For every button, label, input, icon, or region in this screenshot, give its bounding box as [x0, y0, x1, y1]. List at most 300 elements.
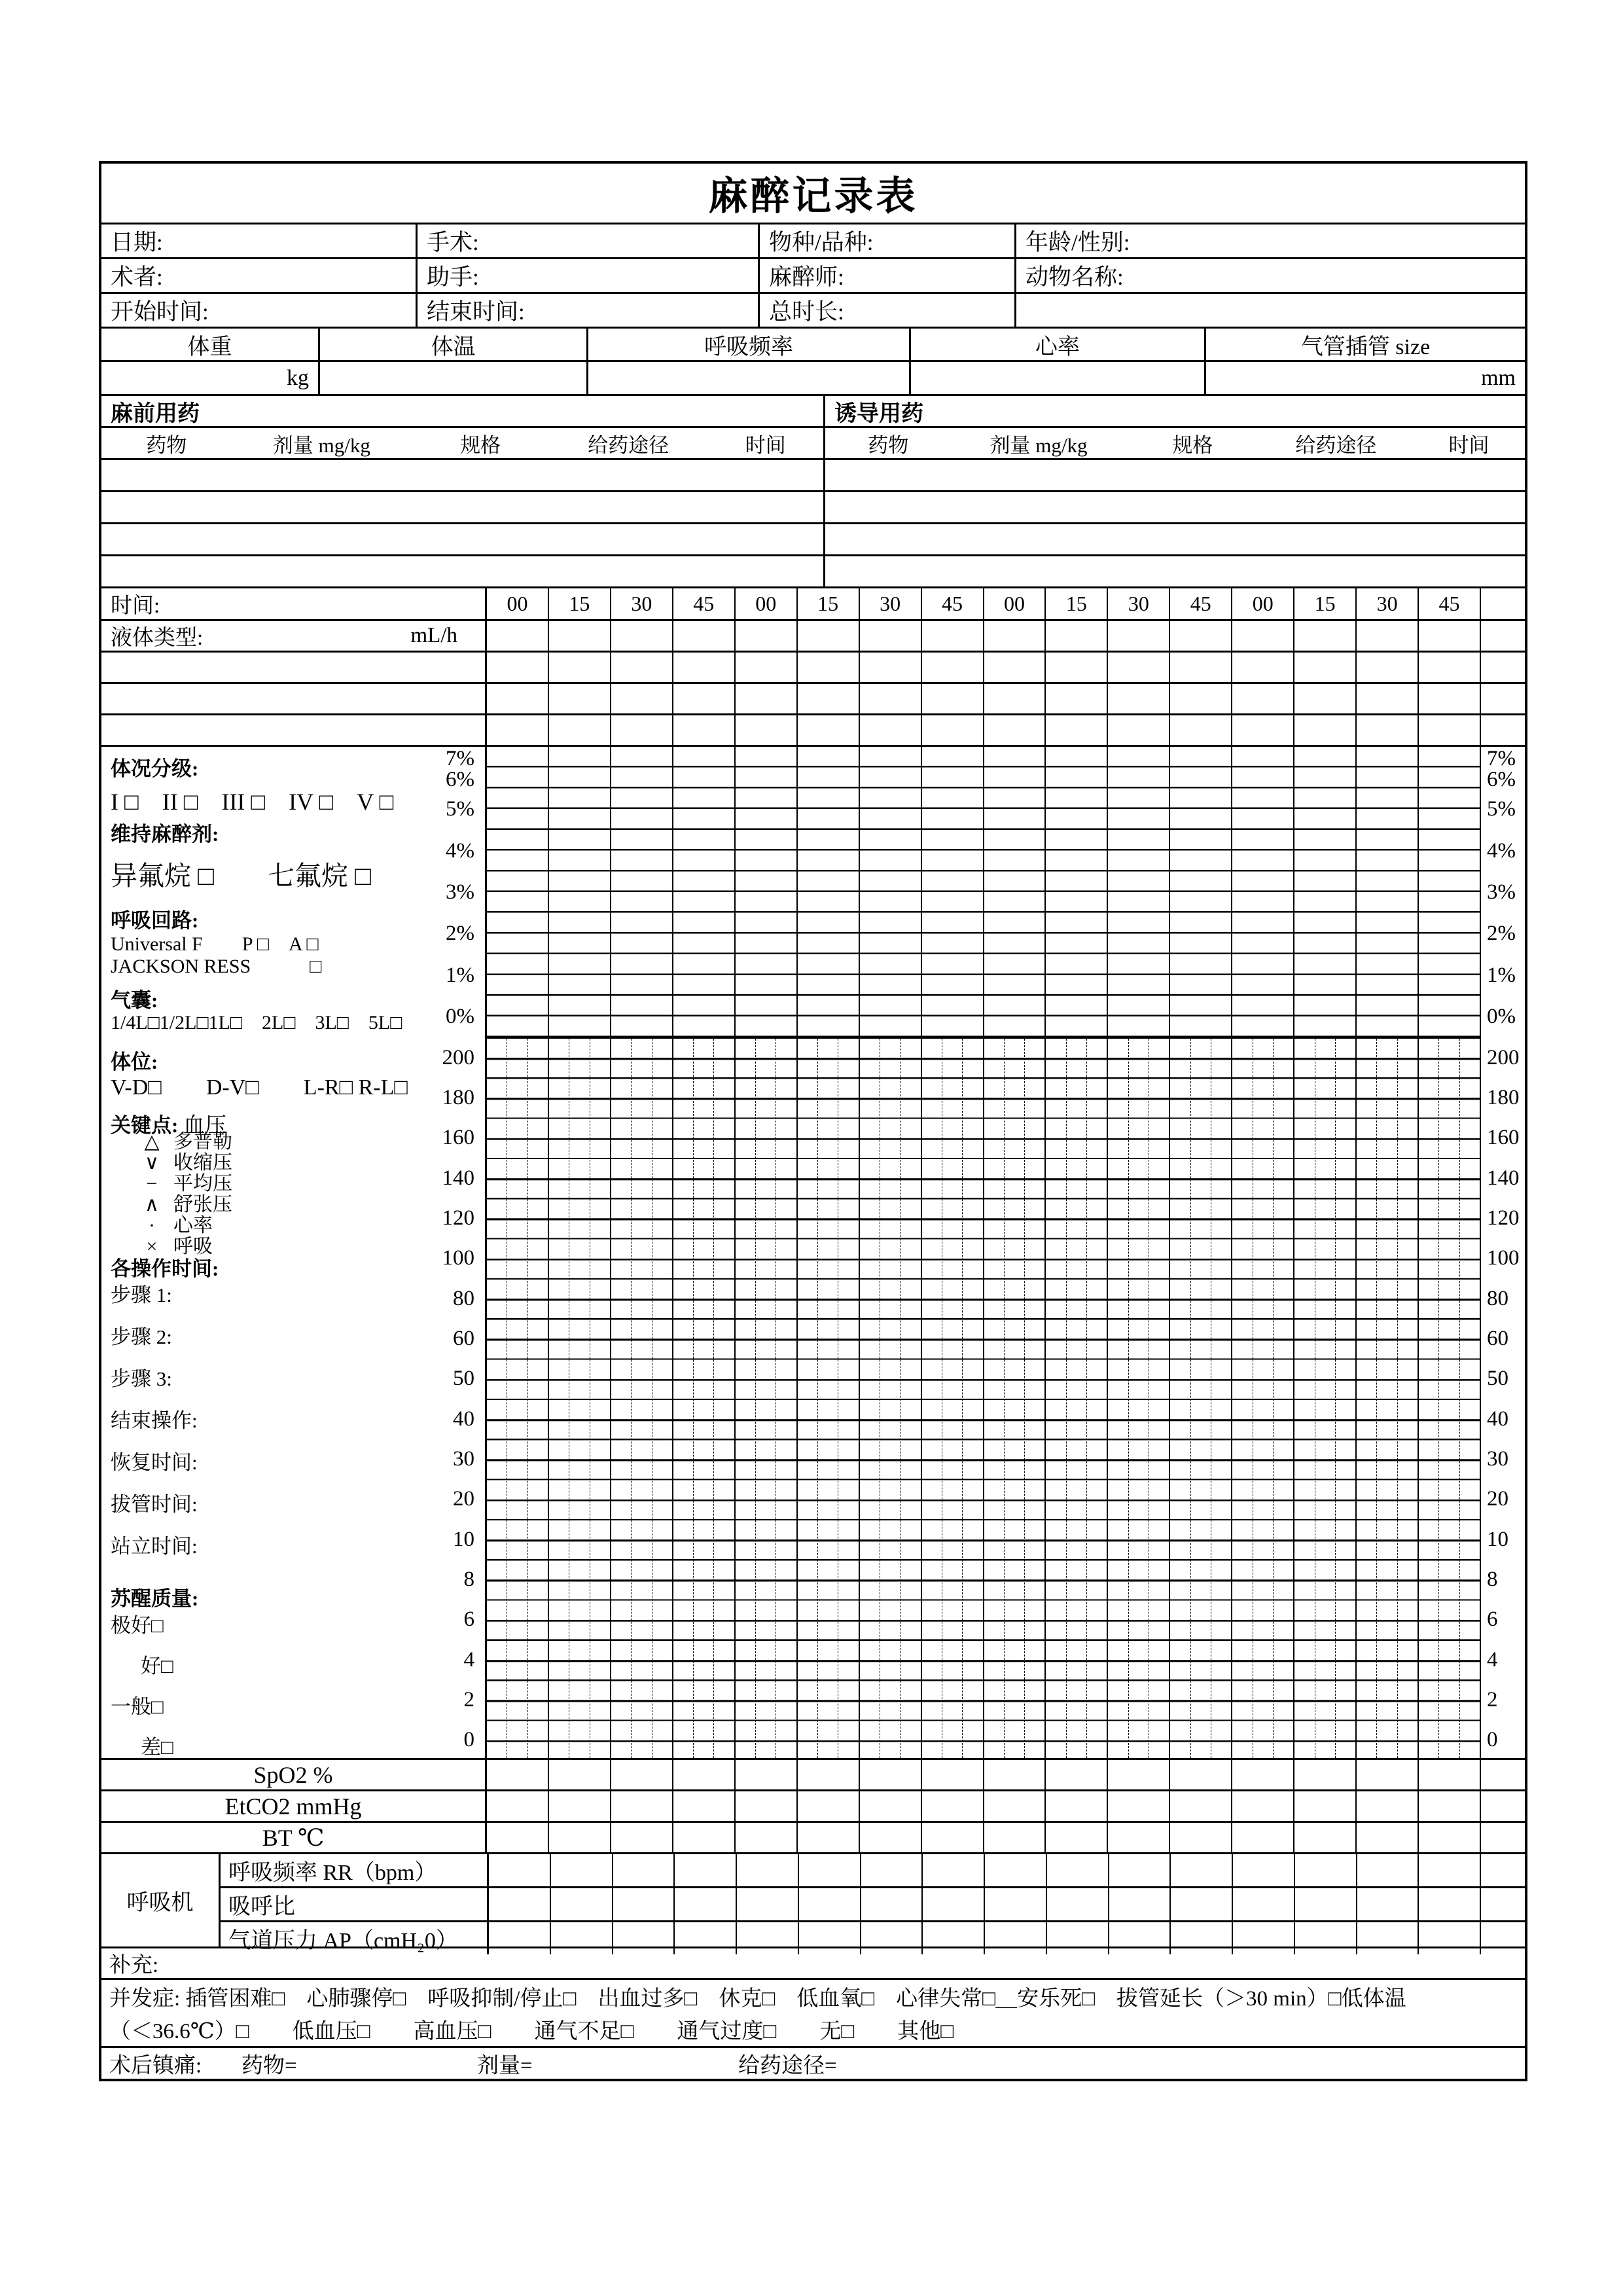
vitals-tick-label: 160	[442, 1126, 474, 1149]
operation-time-item: 恢复时间:	[111, 1451, 198, 1474]
ventilator-rr-row	[221, 1854, 1525, 1886]
grid-cell	[1044, 1039, 1107, 1758]
grid-cell	[672, 684, 734, 713]
grid-cell	[1294, 1854, 1356, 1886]
heart-rate-header: 心率	[909, 329, 1204, 360]
grid-cell	[610, 1791, 672, 1821]
operation-time-item: 拔管时间:	[111, 1493, 198, 1516]
grid-cell	[487, 1760, 548, 1789]
percent-tick-label: 6%	[446, 768, 474, 791]
grid-cell	[1418, 684, 1480, 713]
animal-name-field: 动物名称:	[1014, 259, 1525, 292]
operation-time-item: 步骤 2:	[111, 1325, 172, 1348]
recovery-option: 差□	[141, 1736, 173, 1759]
grid-cell	[1108, 1888, 1170, 1920]
vitals-tick-label: 200	[442, 1046, 474, 1069]
grid-cell	[734, 684, 796, 713]
grid-cell	[1044, 684, 1107, 713]
time-gutter-cell	[1480, 588, 1525, 619]
legend-label: 呼吸	[173, 1236, 213, 1257]
grid-cell	[736, 1922, 798, 1954]
breathing-circuit-label: 呼吸回路:	[111, 909, 199, 932]
vital-signs-grid	[487, 1037, 1480, 1758]
grid-cell	[1107, 653, 1169, 682]
grid-cell	[548, 1823, 610, 1852]
ventilator-airway-pressure-label: 气道压力 AP（cmH₂0）	[228, 1929, 458, 1953]
grid-cell	[1169, 1039, 1231, 1758]
time-slot: 15	[796, 588, 859, 619]
percent-tick-label: 3%	[1487, 880, 1516, 904]
grid-cell	[1107, 1760, 1169, 1789]
grid-cell	[859, 715, 921, 745]
grid-cell	[1231, 621, 1293, 651]
grid-cell	[921, 653, 983, 682]
start-time-field: 开始时间:	[111, 299, 209, 325]
legend-item	[130, 1132, 418, 1153]
info-row-1	[101, 223, 1525, 257]
grid-cell	[1169, 1922, 1232, 1954]
grid-cell	[796, 1823, 859, 1852]
grid-cell	[548, 715, 610, 745]
legend-symbol: ×	[146, 1236, 158, 1257]
grid-cell	[859, 1039, 921, 1758]
percent-tick-label: 0%	[1487, 1005, 1516, 1028]
drug-column-headers	[101, 426, 1525, 458]
weight-unit: kg	[287, 365, 309, 390]
ventilator-band	[101, 1852, 1525, 1953]
vitals-tick-label: 10	[1487, 1528, 1508, 1551]
column-header: 剂量 mg/kg	[990, 433, 1088, 457]
percent-tick-label: 5%	[446, 797, 474, 821]
age-sex-field: 年龄/性别:	[1014, 224, 1525, 257]
grid-cell	[1355, 715, 1418, 745]
grid-cell	[548, 747, 610, 1037]
time-slot: 45	[1418, 588, 1480, 619]
vitals-tick-label: 40	[453, 1407, 474, 1431]
column-header: 时间	[1448, 433, 1489, 457]
grid-cell	[550, 1888, 612, 1920]
grid-cell	[1169, 1760, 1231, 1789]
grid-cell	[1107, 621, 1169, 651]
legend-symbol: −	[146, 1173, 158, 1194]
recovery-quality-options	[111, 1605, 399, 1768]
grid-cell	[1169, 747, 1231, 1037]
maintenance-anesthetic-checkboxes: 异氟烷 □ 七氟烷 □	[111, 861, 372, 891]
vitals-tick-label: 20	[1487, 1487, 1508, 1511]
vitals-header-row	[101, 327, 1525, 360]
complications-options-line2: （＜36.6℃）□ 低血压□ 高血压□ 通气不足□ 通气过度□ 无□ 其他□	[109, 2020, 954, 2043]
grid-cell	[487, 747, 548, 1037]
body-temperature-row	[101, 1821, 1525, 1852]
grid-cell	[612, 1922, 674, 1954]
grid-cell	[1293, 747, 1355, 1037]
grid-cell	[1107, 715, 1169, 745]
grid-cell	[1355, 621, 1418, 651]
vitals-tick-label: 60	[453, 1327, 474, 1350]
grid-cell	[610, 1039, 672, 1758]
grid-cell	[1169, 1791, 1231, 1821]
recovery-option: 极好□	[111, 1614, 164, 1637]
weight-header: 体重	[187, 334, 232, 359]
temperature-header: 体温	[318, 329, 586, 360]
vitals-tick-label: 60	[1487, 1327, 1508, 1350]
fluid-type-label: 液体类型:	[111, 626, 204, 650]
grid-cell	[1294, 1922, 1356, 1954]
column-header: 规格	[1172, 433, 1213, 457]
maintenance-anesthetic-label: 维持麻醉剂:	[111, 823, 219, 846]
grid-cell	[798, 1888, 860, 1920]
grid-cell	[983, 653, 1045, 682]
condition-grade-label: 体况分级:	[111, 757, 199, 780]
analgesia-dose-field: 剂量=	[477, 2054, 533, 2077]
heart-rate-value-cell	[909, 362, 1204, 394]
vitals-tick-label: 180	[1487, 1086, 1520, 1109]
respiratory-rate-value-cell	[586, 362, 909, 394]
et-tube-header: 气管插管 size	[1204, 329, 1525, 360]
surgery-field: 手术:	[416, 224, 758, 257]
grid-cell	[1418, 1791, 1480, 1821]
vitals-tick-label: 120	[1487, 1206, 1520, 1230]
operation-time-item: 结束操作:	[111, 1409, 198, 1432]
column-header: 药物	[146, 433, 187, 457]
grid-cell	[1044, 653, 1107, 682]
grid-cell	[610, 715, 672, 745]
grid-cell	[1293, 684, 1355, 713]
ventilator-ie-ratio-row	[221, 1886, 1525, 1920]
fluid-type-row	[101, 619, 1525, 651]
grid-cell	[1169, 621, 1231, 651]
grid-cell	[860, 1854, 922, 1886]
info-row-3	[101, 292, 1525, 327]
time-slot: 15	[548, 588, 610, 619]
rebreathing-bag-label: 气囊:	[111, 989, 158, 1012]
grid-cell	[1418, 1854, 1480, 1886]
vitals-tick-label: 10	[453, 1528, 474, 1551]
vitals-tick-label: 6	[463, 1607, 474, 1631]
grid-cell	[1107, 747, 1169, 1037]
grid-cell	[921, 1922, 984, 1954]
column-header: 剂量 mg/kg	[272, 433, 370, 457]
grid-cell	[1169, 1888, 1232, 1920]
grid-cell	[796, 747, 859, 1037]
fluid-unit-label: mL/h	[410, 624, 457, 647]
form-title: 麻醉记录表	[708, 175, 918, 218]
analgesia-route-field: 给药途径=	[738, 2054, 837, 2077]
grid-cell	[1231, 1039, 1293, 1758]
grid-cell	[1169, 715, 1231, 745]
grid-cell	[1231, 684, 1293, 713]
surgeon-field: 术者:	[111, 264, 163, 290]
info-row-2	[101, 257, 1525, 292]
grid-cell	[1355, 747, 1418, 1037]
legend-item	[130, 1215, 418, 1236]
percent-tick-label: 2%	[1487, 922, 1516, 945]
keypoints-label: 关键点: 血压	[111, 1114, 227, 1138]
time-slot: 15	[1044, 588, 1107, 619]
date-field: 日期:	[111, 230, 163, 255]
time-slot: 45	[921, 588, 983, 619]
grid-cell	[984, 1922, 1046, 1954]
time-slot: 00	[507, 592, 528, 615]
grid-cell	[610, 747, 672, 1037]
species-field: 物种/品种:	[758, 224, 1014, 257]
body-position-label: 体位:	[111, 1050, 158, 1073]
grid-cell	[1044, 1823, 1107, 1852]
drug-row	[101, 554, 1525, 586]
grid-cell	[796, 1039, 859, 1758]
grid-cell	[1355, 1039, 1418, 1758]
grid-cell	[1044, 715, 1107, 745]
grid-cell	[610, 1823, 672, 1852]
grid-cell	[859, 621, 921, 651]
fluid-extra-row	[101, 651, 1525, 682]
vitals-tick-label: 30	[453, 1447, 474, 1471]
empty-cell	[1014, 294, 1525, 327]
grid-cell	[1418, 1760, 1480, 1789]
grid-cell	[1293, 715, 1355, 745]
percent-tick-label: 1%	[1487, 963, 1516, 987]
grid-cell	[734, 1760, 796, 1789]
grid-cell	[983, 621, 1045, 651]
duration-field: 总时长:	[758, 294, 1014, 327]
body-temperature-label: BT ℃	[262, 1824, 325, 1851]
grid-cell	[548, 684, 610, 713]
grid-cell	[1046, 1922, 1108, 1954]
symbol-legend	[130, 1132, 418, 1257]
grid-cell	[734, 715, 796, 745]
grid-cell	[1231, 1823, 1293, 1852]
grid-cell	[1169, 653, 1231, 682]
condition-grade-checkboxes: I □ II □ III □ IV □ V □	[111, 789, 394, 815]
grid-cell	[860, 1922, 922, 1954]
operation-time-item: 站立时间:	[111, 1535, 198, 1558]
induction-columns	[823, 428, 1525, 458]
chart-grids	[485, 747, 1480, 1758]
legend-label: 平均压	[173, 1173, 232, 1194]
grid-cell	[1356, 1854, 1418, 1886]
percent-tick-label: 0%	[446, 1005, 474, 1028]
grid-cell	[983, 1823, 1045, 1852]
column-header: 药物	[868, 433, 909, 457]
grid-cell	[1046, 1888, 1108, 1920]
complications-label: 并发症:	[109, 1987, 181, 2011]
grid-cell	[672, 621, 734, 651]
column-header: 给药途径	[588, 433, 669, 457]
drug-row	[101, 490, 1525, 522]
legend-symbol: ∨	[145, 1152, 159, 1174]
grid-cell	[1231, 747, 1293, 1037]
anesthetist-field: 麻醉师:	[758, 259, 1014, 292]
grid-cell	[1355, 1823, 1418, 1852]
grid-cell	[796, 715, 859, 745]
vitals-tick-label: 2	[463, 1688, 474, 1712]
percent-tick-label: 1%	[446, 963, 474, 987]
time-header-row	[101, 586, 1525, 619]
vitals-tick-label: 180	[442, 1086, 474, 1109]
fluid-gutter-cell	[1480, 621, 1525, 651]
grid-cell	[1418, 1039, 1480, 1758]
vitals-tick-label: 140	[442, 1166, 474, 1190]
grid-cell	[1231, 653, 1293, 682]
percent-tick-label: 3%	[446, 880, 474, 904]
grid-cell	[1293, 1039, 1355, 1758]
circuit-jackson-rees-option: JACKSON RESS □	[111, 956, 322, 977]
recovery-option: 一般□	[111, 1695, 164, 1718]
analgesia-label: 术后镇痛:	[109, 2054, 202, 2077]
grid-cell	[921, 684, 983, 713]
grid-cell	[672, 653, 734, 682]
column-header: 时间	[745, 433, 786, 457]
grid-cell	[1418, 747, 1480, 1037]
column-header: 给药途径	[1295, 433, 1377, 457]
right-scale-gutter	[1480, 747, 1525, 1758]
legend-label: 舒张压	[173, 1194, 232, 1215]
legend-item	[130, 1174, 418, 1194]
grid-cell	[550, 1854, 612, 1886]
vitals-tick-label: 6	[1487, 1607, 1498, 1631]
vitals-tick-label: 30	[1487, 1447, 1508, 1471]
grid-cell	[736, 1854, 798, 1886]
time-slots	[485, 588, 1480, 619]
sidebar-notes	[101, 747, 485, 1758]
grid-cell	[1355, 653, 1418, 682]
body-position-checkboxes: V-D□ D-V□ L-R□ R-L□	[111, 1075, 408, 1100]
grid-cell	[1418, 1823, 1480, 1852]
grid-cell	[610, 653, 672, 682]
legend-label: 收缩压	[173, 1152, 232, 1174]
percent-tick-label: 6%	[1487, 768, 1516, 791]
percent-tick-label: 4%	[446, 839, 474, 863]
grid-cell	[736, 1888, 798, 1920]
time-slot: 45	[1169, 588, 1231, 619]
grid-cell	[487, 1791, 548, 1821]
grid-cell	[487, 621, 548, 651]
grid-cell	[489, 1854, 550, 1886]
vitals-tick-label: 100	[442, 1246, 474, 1270]
drug-section-labels	[101, 394, 1525, 426]
grid-cell	[921, 1888, 984, 1920]
supplement-row: 补充:	[101, 1946, 1525, 1978]
legend-label: 多普勒	[173, 1131, 232, 1153]
grid-cell	[859, 684, 921, 713]
etco2-label: EtCO2 mmHg	[224, 1793, 362, 1820]
chart-band	[101, 745, 1525, 1758]
grid-cell	[487, 684, 548, 713]
grid-cell	[673, 1922, 736, 1954]
legend-symbol: ·	[149, 1215, 155, 1236]
time-slot: 00	[983, 588, 1045, 619]
fluid-extra-row	[101, 713, 1525, 745]
grid-cell	[672, 1760, 734, 1789]
vitals-tick-label: 100	[1487, 1246, 1520, 1270]
grid-cell	[1418, 1888, 1480, 1920]
grid-cell	[983, 1760, 1045, 1789]
time-label: 时间:	[111, 594, 160, 618]
vitals-tick-label: 80	[453, 1287, 474, 1310]
grid-cell	[734, 1823, 796, 1852]
grid-cell	[1231, 1760, 1293, 1789]
grid-cell	[1044, 747, 1107, 1037]
grid-cell	[1232, 1922, 1294, 1954]
legend-symbol: ∧	[145, 1194, 159, 1215]
operation-time-item: 步骤 3:	[111, 1367, 172, 1390]
etco2-row	[101, 1789, 1525, 1821]
time-slot: 15	[1293, 588, 1355, 619]
legend-symbol: △	[144, 1131, 160, 1153]
vitals-tick-label: 8	[463, 1568, 474, 1591]
column-header: 规格	[460, 433, 501, 457]
grid-cell	[1108, 1922, 1170, 1954]
grid-cell	[672, 747, 734, 1037]
grid-cell	[673, 1854, 736, 1886]
grid-cell	[859, 1823, 921, 1852]
analgesia-drug-field: 药物=	[241, 2054, 297, 2077]
anesthesia-form	[99, 161, 1527, 2081]
grid-cell	[672, 1791, 734, 1821]
grid-cell	[1418, 653, 1480, 682]
grid-cell	[1356, 1888, 1418, 1920]
keypoints-bp: 血压	[183, 1114, 227, 1138]
grid-cell	[983, 747, 1045, 1037]
grid-cell	[1356, 1922, 1418, 1954]
legend-label: 心率	[173, 1215, 213, 1236]
grid-cell	[487, 1039, 548, 1758]
vitals-tick-label: 50	[453, 1367, 474, 1390]
grid-cell	[1232, 1854, 1294, 1886]
grid-cell	[612, 1888, 674, 1920]
grid-cell	[798, 1854, 860, 1886]
time-slot: 30	[1355, 588, 1418, 619]
grid-cell	[1355, 1760, 1418, 1789]
grid-cell	[859, 653, 921, 682]
recovery-quality-label: 苏醒质量:	[111, 1587, 199, 1610]
grid-cell	[1355, 1791, 1418, 1821]
grid-cell	[921, 621, 983, 651]
vitals-tick-label: 140	[1487, 1166, 1520, 1190]
grid-cell	[859, 1760, 921, 1789]
grid-cell	[1169, 1823, 1231, 1852]
grid-cell	[983, 1791, 1045, 1821]
grid-cell	[734, 653, 796, 682]
grid-cell	[548, 1039, 610, 1758]
grid-cell	[612, 1854, 674, 1886]
grid-cell	[921, 715, 983, 745]
percent-tick-label: 7%	[446, 747, 474, 770]
vitals-tick-label: 120	[442, 1206, 474, 1230]
grid-cell	[610, 621, 672, 651]
vitals-tick-label: 2	[1487, 1688, 1498, 1712]
grid-cell	[796, 621, 859, 651]
grid-cell	[921, 1854, 984, 1886]
grid-cell	[796, 1760, 859, 1789]
grid-cell	[610, 684, 672, 713]
fluid-cells	[485, 621, 1480, 651]
grid-cell	[1107, 1823, 1169, 1852]
grid-cell	[1418, 621, 1480, 651]
grid-cell	[1044, 1760, 1107, 1789]
vitals-tick-label: 40	[1487, 1407, 1508, 1431]
time-slot: 00	[734, 588, 796, 619]
vitals-tick-label: 50	[1487, 1367, 1508, 1390]
time-slot: 30	[859, 588, 921, 619]
operation-times-list	[111, 1274, 399, 1568]
vitals-units-row	[101, 360, 1525, 394]
grid-cell	[1418, 1922, 1480, 1954]
operation-time-item: 步骤 1:	[111, 1283, 172, 1306]
grid-cell	[1108, 1854, 1170, 1886]
grid-cell	[550, 1922, 612, 1954]
grid-cell	[1418, 715, 1480, 745]
